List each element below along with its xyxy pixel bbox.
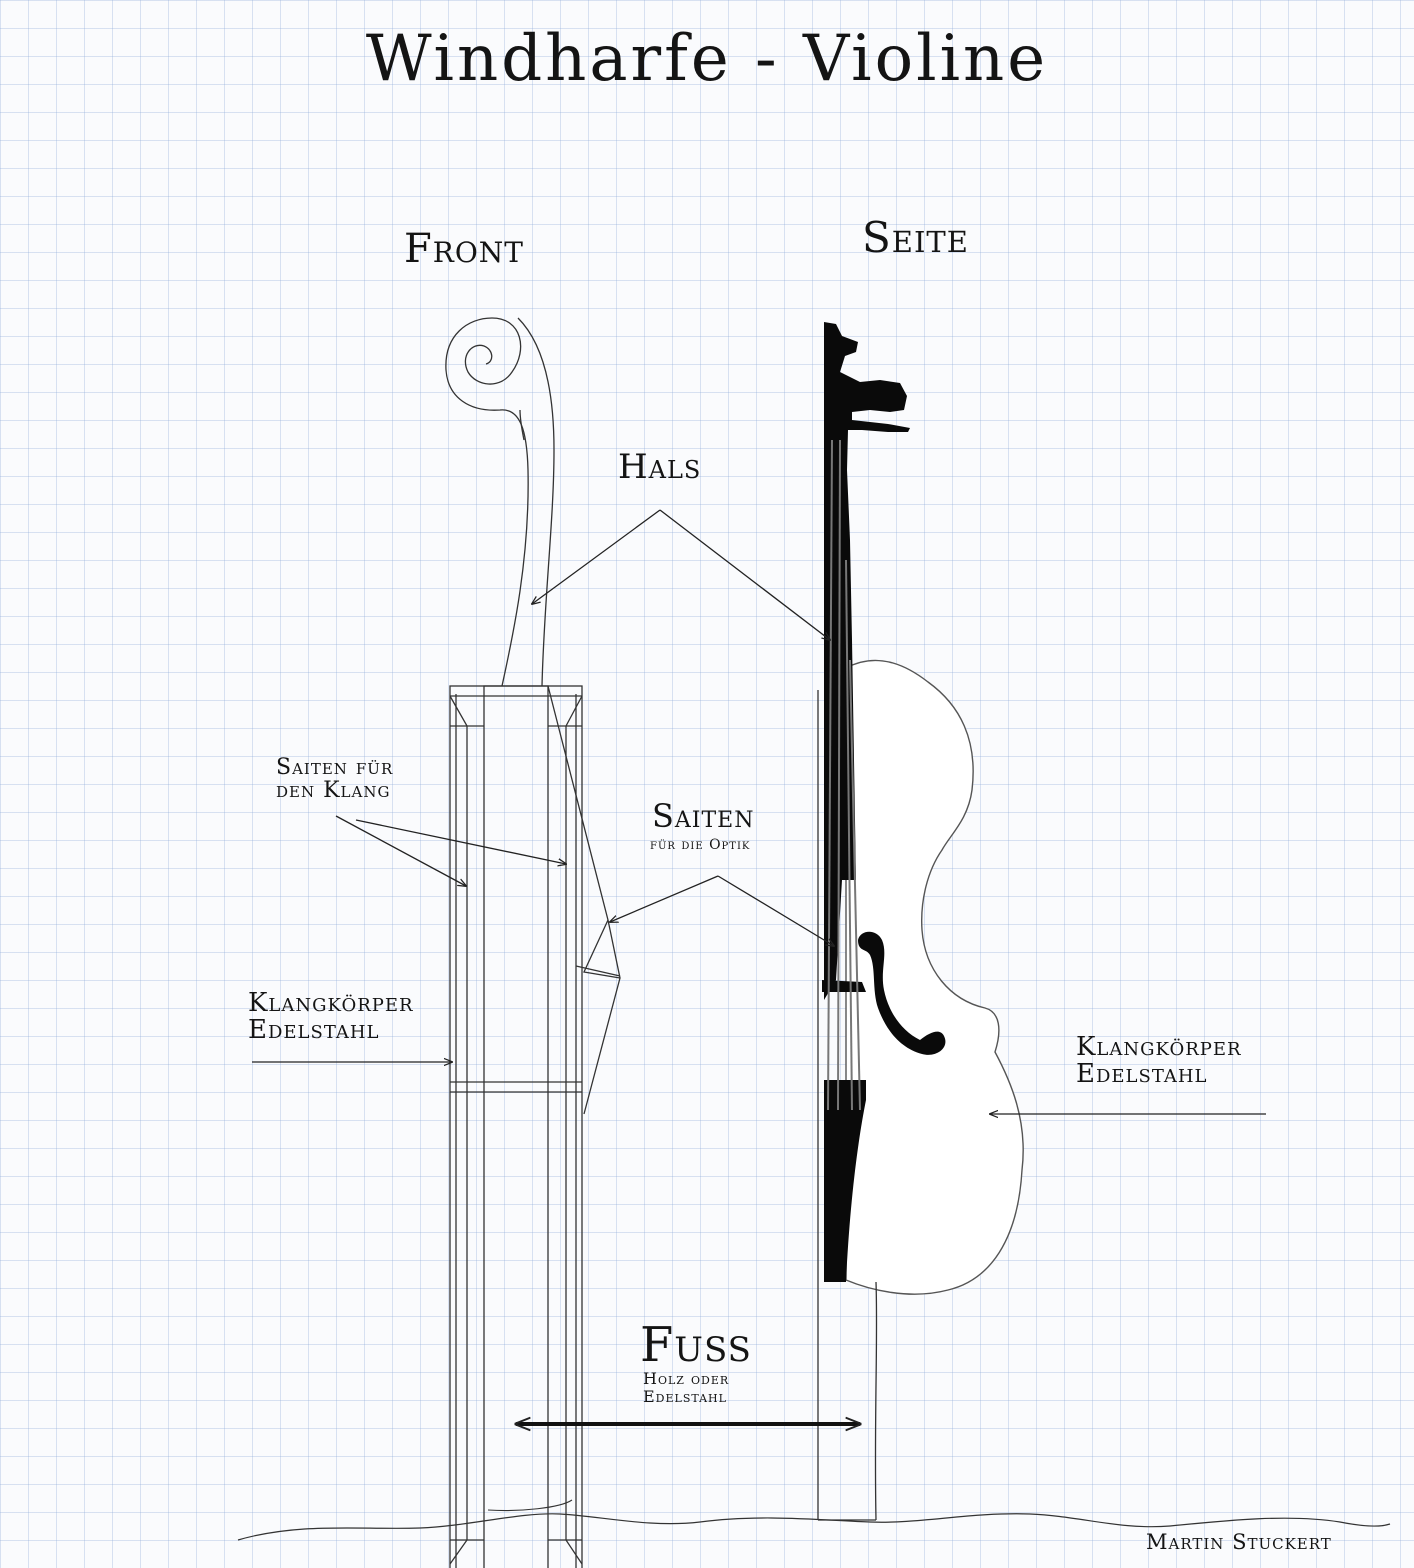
front-center-column — [484, 686, 548, 1568]
sound-strings-arrow-1 — [336, 816, 466, 886]
side-foot — [875, 1282, 876, 1520]
optic-strings-front — [548, 686, 620, 1114]
author-signature: Martin Stuckert — [1146, 1530, 1332, 1554]
foot-label: Fuss — [640, 1317, 752, 1373]
front-scroll — [446, 318, 528, 686]
front-view-label: Front — [404, 226, 524, 272]
front-neck-right — [518, 318, 554, 686]
front-frame — [450, 686, 582, 1568]
optic-strings-label: Saiten — [652, 797, 755, 835]
foot-sublabel: Holz oder Edelstahl — [643, 1369, 730, 1407]
optic-strings-arrow-right — [718, 876, 834, 946]
side-view-drawing — [818, 322, 1023, 1520]
side-view-label: Seite — [862, 213, 969, 262]
soundbody-side-label: Klangkörper Edelstahl — [1076, 1032, 1242, 1090]
page-title: Windharfe - Violine — [365, 22, 1049, 96]
neck-arrow-right — [660, 510, 830, 640]
violin-body — [846, 660, 1023, 1294]
soundbody-front-label: Klangkörper Edelstahl — [248, 988, 414, 1046]
optic-strings-arrow-left — [610, 876, 718, 922]
sound-strings-arrow-2 — [356, 820, 566, 864]
optic-strings-sublabel: für die Optik — [650, 837, 751, 853]
sound-strings-label: Saiten für den Klang — [276, 755, 394, 804]
front-view-drawing — [446, 318, 620, 1568]
neck-label: Hals — [618, 447, 702, 487]
